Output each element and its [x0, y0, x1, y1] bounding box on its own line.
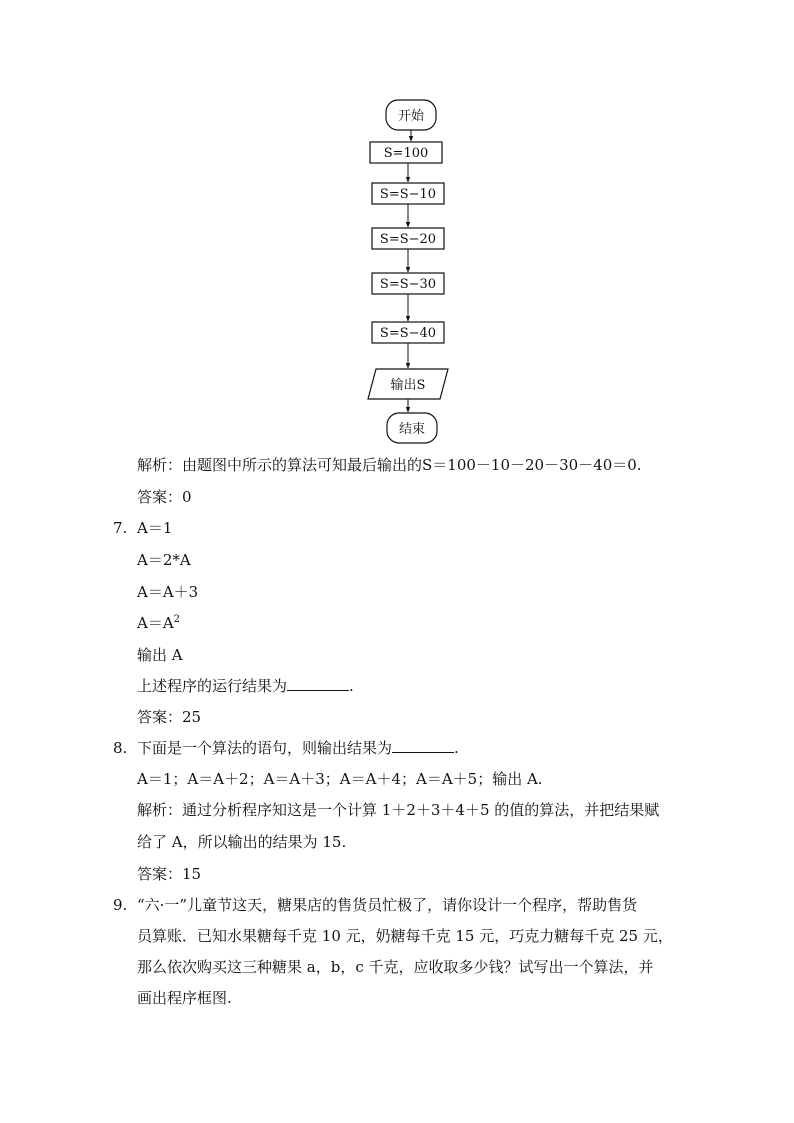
q9-line-1: “六·一”儿童节这天，糖果店的售货员忙极了，请你设计一个程序，帮助售货: [137, 896, 638, 914]
q7-answer-blank: [287, 676, 349, 691]
q9-line-4: 画出程序框图.: [137, 989, 232, 1007]
flow-step-2: [372, 183, 444, 204]
flow-step-4: [372, 273, 444, 294]
q7-code-line-2: A＝2*A: [137, 551, 191, 569]
q7-square-exponent: 2: [173, 614, 181, 625]
q7-code-line-4: [137, 613, 180, 633]
q8-answer: 答案：15: [137, 865, 202, 883]
q8-analysis-line-1: 解析：通过分析程序知这是一个计算 1＋2＋3＋4＋5 的值的算法，并把结果赋: [137, 801, 660, 819]
q7-question: [137, 676, 354, 696]
q7-output-line: 输出 A: [137, 646, 183, 664]
flow-step-5-label: S=S−40: [379, 326, 437, 341]
flow-start-label: 开始: [397, 109, 425, 124]
q7-question-period: .: [349, 677, 354, 695]
q8-answer-blank: [392, 738, 454, 753]
flow-step-4-label: S=S−30: [379, 277, 437, 292]
q8-number: 8.: [113, 739, 128, 757]
flow-step-5: [372, 322, 444, 343]
q7-code-line-1: A＝1: [137, 519, 173, 537]
flow-step-1-label: S=100: [383, 146, 429, 161]
flow-end-label: 结束: [398, 422, 426, 437]
flow-output-node: [368, 369, 448, 399]
flow-step-3: [372, 228, 444, 249]
flow-output-label: 输出S: [390, 378, 426, 393]
q7-square-base: A＝A: [137, 614, 174, 632]
q9-line-3: 那么依次购买这三种糖果 a，b，c 千克，应收取多少钱？试写出一个算法，并: [137, 958, 654, 976]
q9-line-2: 员算账．已知水果糖每千克 10 元，奶糖每千克 15 元，巧克力糖每千克 25 元，: [137, 927, 673, 945]
q6-answer: 答案：0: [137, 488, 192, 506]
q8-statements: A＝1；A＝A＋2；A＝A＋3；A＝A＋4；A＝A＋5；输出 A.: [137, 770, 543, 788]
q8-question: [137, 738, 459, 758]
q8-question-text: 下面是一个算法的语句，则输出结果为: [137, 739, 393, 757]
q8-question-period: .: [454, 739, 459, 757]
q7-number: 7.: [113, 519, 128, 537]
flow-step-3-label: S=S−20: [379, 232, 437, 247]
q6-analysis: 解析：由题图中所示的算法可知最后输出的S＝100－10－20－30－40＝0.: [137, 456, 642, 474]
q9-number: 9.: [113, 896, 128, 914]
q8-analysis-line-2: 给了 A，所以输出的结果为 15.: [137, 833, 347, 851]
flow-step-1: [370, 142, 442, 163]
flow-start-node: [386, 100, 436, 130]
flow-end-node: [387, 413, 437, 443]
q7-answer: 答案：25: [137, 708, 202, 726]
q7-code-line-3: A＝A＋3: [137, 583, 199, 601]
flow-step-2-label: S=S−10: [379, 187, 437, 202]
flowchart-diagram: [0, 0, 794, 460]
q7-question-text: 上述程序的运行结果为: [137, 677, 288, 695]
